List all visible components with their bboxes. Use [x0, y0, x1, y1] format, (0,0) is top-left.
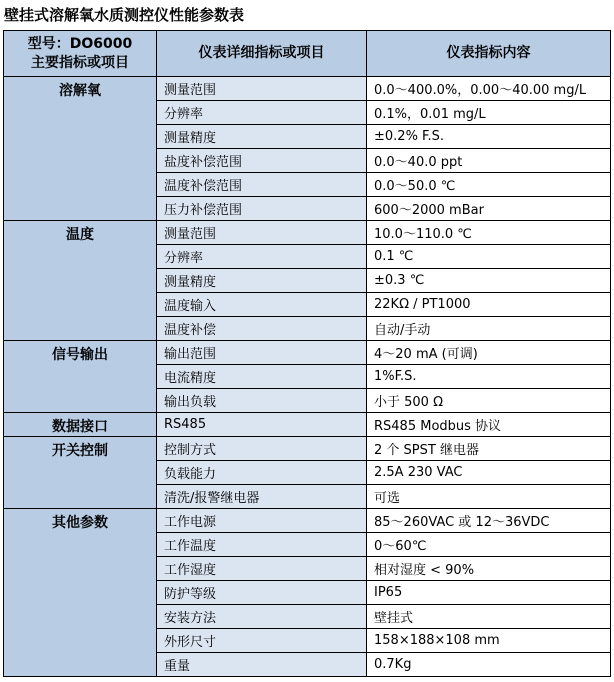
item-cell: RS485 — [157, 413, 367, 437]
item-cell: 防护等级 — [157, 581, 367, 605]
category-cell: 温度 — [4, 221, 157, 341]
value-cell: 0.0～40.0 ppt — [367, 149, 611, 173]
header-main-item: 主要指标或项目 — [31, 54, 129, 71]
item-cell: 测量精度 — [157, 125, 367, 149]
value-cell: 2.5A 230 VAC — [367, 461, 611, 485]
value-cell: 可选 — [367, 485, 611, 509]
item-cell: 外形尺寸 — [157, 629, 367, 653]
category-cell: 信号输出 — [4, 341, 157, 413]
value-cell: 0～60℃ — [367, 533, 611, 557]
item-cell: 测量精度 — [157, 269, 367, 293]
value-cell: 85～260VAC 或 12～36VDC — [367, 509, 611, 533]
item-cell: 分辨率 — [157, 245, 367, 269]
value-cell: 自动/手动 — [367, 317, 611, 341]
item-cell: 输出范围 — [157, 341, 367, 365]
item-cell: 输出负载 — [157, 389, 367, 413]
value-cell: 4～20 mA (可调) — [367, 341, 611, 365]
value-cell: 0.7Kg — [367, 653, 611, 677]
item-cell: 压力补偿范围 — [157, 197, 367, 221]
value-cell: ±0.2% F.S. — [367, 125, 611, 149]
item-cell: 温度输入 — [157, 293, 367, 317]
value-cell: 壁挂式 — [367, 605, 611, 629]
category-cell: 开关控制 — [4, 437, 157, 509]
category-cell: 数据接口 — [4, 413, 157, 437]
value-cell: IP65 — [367, 581, 611, 605]
item-cell: 温度补偿 — [157, 317, 367, 341]
header-model-cell — [4, 31, 157, 77]
value-cell: 22KΩ / PT1000 — [367, 293, 611, 317]
document-title: 壁挂式溶解氧水质测控仪性能参数表 — [4, 6, 245, 24]
header-value: 仪表指标内容 — [367, 31, 611, 77]
value-cell: 0.1 ℃ — [367, 245, 611, 269]
table-row — [4, 221, 611, 245]
value-cell: 0.0～400.0%，0.00～40.00 mg/L — [367, 77, 611, 101]
value-cell: 0.1%，0.01 mg/L — [367, 101, 611, 125]
item-cell: 工作湿度 — [157, 557, 367, 581]
value-cell: 小于 500 Ω — [367, 389, 611, 413]
item-cell: 测量范围 — [157, 77, 367, 101]
value-cell: 1%F.S. — [367, 365, 611, 389]
value-cell: 2 个 SPST 继电器 — [367, 437, 611, 461]
table-row — [4, 413, 611, 437]
item-cell: 负载能力 — [157, 461, 367, 485]
spec-table-body — [4, 77, 611, 677]
value-cell: 10.0～110.0 ℃ — [367, 221, 611, 245]
item-cell: 测量范围 — [157, 221, 367, 245]
value-cell: 0.0～50.0 ℃ — [367, 173, 611, 197]
item-cell: 控制方式 — [157, 437, 367, 461]
category-cell: 溶解氧 — [4, 77, 157, 221]
item-cell: 重量 — [157, 653, 367, 677]
header-row — [4, 31, 611, 77]
item-cell: 分辨率 — [157, 101, 367, 125]
item-cell: 安装方法 — [157, 605, 367, 629]
item-cell: 电流精度 — [157, 365, 367, 389]
item-cell: 温度补偿范围 — [157, 173, 367, 197]
value-cell: ±0.3 ℃ — [367, 269, 611, 293]
category-cell: 其他参数 — [4, 509, 157, 677]
table-row — [4, 341, 611, 365]
spec-table — [3, 30, 611, 677]
value-cell: 600～2000 mBar — [367, 197, 611, 221]
item-cell: 盐度补偿范围 — [157, 149, 367, 173]
item-cell: 工作温度 — [157, 533, 367, 557]
item-cell: 清洗/报警继电器 — [157, 485, 367, 509]
table-row — [4, 77, 611, 101]
item-cell: 工作电源 — [157, 509, 367, 533]
table-row — [4, 509, 611, 533]
header-model: 型号：DO6000 — [27, 35, 133, 52]
value-cell: RS485 Modbus 协议 — [367, 413, 611, 437]
table-row — [4, 437, 611, 461]
value-cell: 相对湿度 < 90% — [367, 557, 611, 581]
value-cell: 158×188×108 mm — [367, 629, 611, 653]
header-detail-item: 仪表详细指标或项目 — [157, 31, 367, 77]
